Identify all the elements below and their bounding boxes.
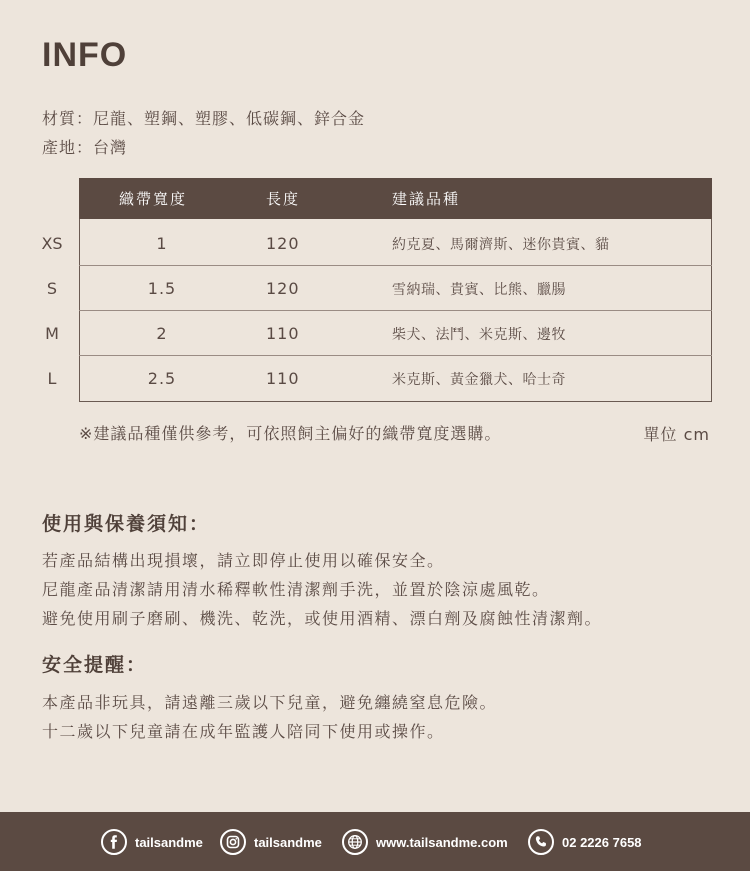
facebook-link[interactable] <box>101 828 203 856</box>
breeds-cell: 雪納瑞、貴賓、比熊、臘腸 <box>392 282 566 298</box>
phone-link[interactable] <box>528 828 642 856</box>
facebook-handle: tailsandme <box>135 834 203 850</box>
header-breeds: 建議品種 <box>392 190 461 208</box>
breeds-cell: 柴犬、法鬥、米克斯、邊牧 <box>392 327 566 343</box>
instagram-handle: tailsandme <box>254 834 322 850</box>
width-cell: 2 <box>156 324 168 343</box>
header-width: 織帶寬度 <box>119 190 188 208</box>
phone-icon <box>528 829 554 855</box>
origin-spec: 產地：台灣 <box>42 138 128 157</box>
website-link[interactable] <box>342 828 508 856</box>
size-label: L <box>47 369 57 388</box>
page-title: INFO <box>42 36 128 74</box>
width-cell: 1.5 <box>147 279 177 298</box>
table-row <box>42 311 712 356</box>
footer-bar <box>0 812 750 871</box>
website-url: www.tailsandme.com <box>376 834 508 850</box>
table-header <box>79 178 712 219</box>
instagram-icon <box>220 829 246 855</box>
safety-heading: 安全提醒： <box>42 654 148 676</box>
care-line: 若產品結構出現損壞，請立即停止使用以確保安全。 <box>42 551 445 570</box>
unit-label: 單位 cm <box>643 425 710 444</box>
table-row <box>42 356 712 401</box>
safety-line: 本產品非玩具，請遠離三歲以下兒童，避免纏繞窒息危險。 <box>42 693 498 712</box>
phone-number: 02 2226 7658 <box>562 834 642 850</box>
length-cell: 110 <box>266 369 300 388</box>
safety-line: 十二歲以下兒童請在成年監護人陪同下使用或操作。 <box>42 722 445 741</box>
breed-note: ※建議品種僅供參考，可依照飼主偏好的織帶寬度選購。 <box>79 424 502 443</box>
length-cell: 120 <box>266 279 300 298</box>
breeds-cell: 約克夏、馬爾濟斯、迷你貴賓、貓 <box>392 237 610 253</box>
header-length: 長度 <box>266 190 301 208</box>
facebook-icon <box>101 829 127 855</box>
care-line: 尼龍產品清潔請用清水稀釋軟性清潔劑手洗，並置於陰涼處風乾。 <box>42 580 550 599</box>
length-cell: 120 <box>266 234 300 253</box>
table-row <box>42 221 712 266</box>
care-line: 避免使用刷子磨刷、機洗、乾洗，或使用酒精、漂白劑及腐蝕性清潔劑。 <box>42 609 603 628</box>
globe-icon <box>342 829 368 855</box>
material-spec: 材質：尼龍、塑鋼、塑膠、低碳鋼、鋅合金 <box>42 109 366 128</box>
care-heading: 使用與保養須知： <box>42 513 211 535</box>
breeds-cell: 米克斯、黃金獵犬、哈士奇 <box>392 372 566 388</box>
width-cell: 1 <box>156 234 168 253</box>
size-label: XS <box>41 234 63 253</box>
length-cell: 110 <box>266 324 300 343</box>
table-row <box>42 266 712 311</box>
width-cell: 2.5 <box>147 369 177 388</box>
size-label: S <box>46 279 58 298</box>
instagram-link[interactable] <box>220 828 322 856</box>
size-label: M <box>45 324 59 343</box>
